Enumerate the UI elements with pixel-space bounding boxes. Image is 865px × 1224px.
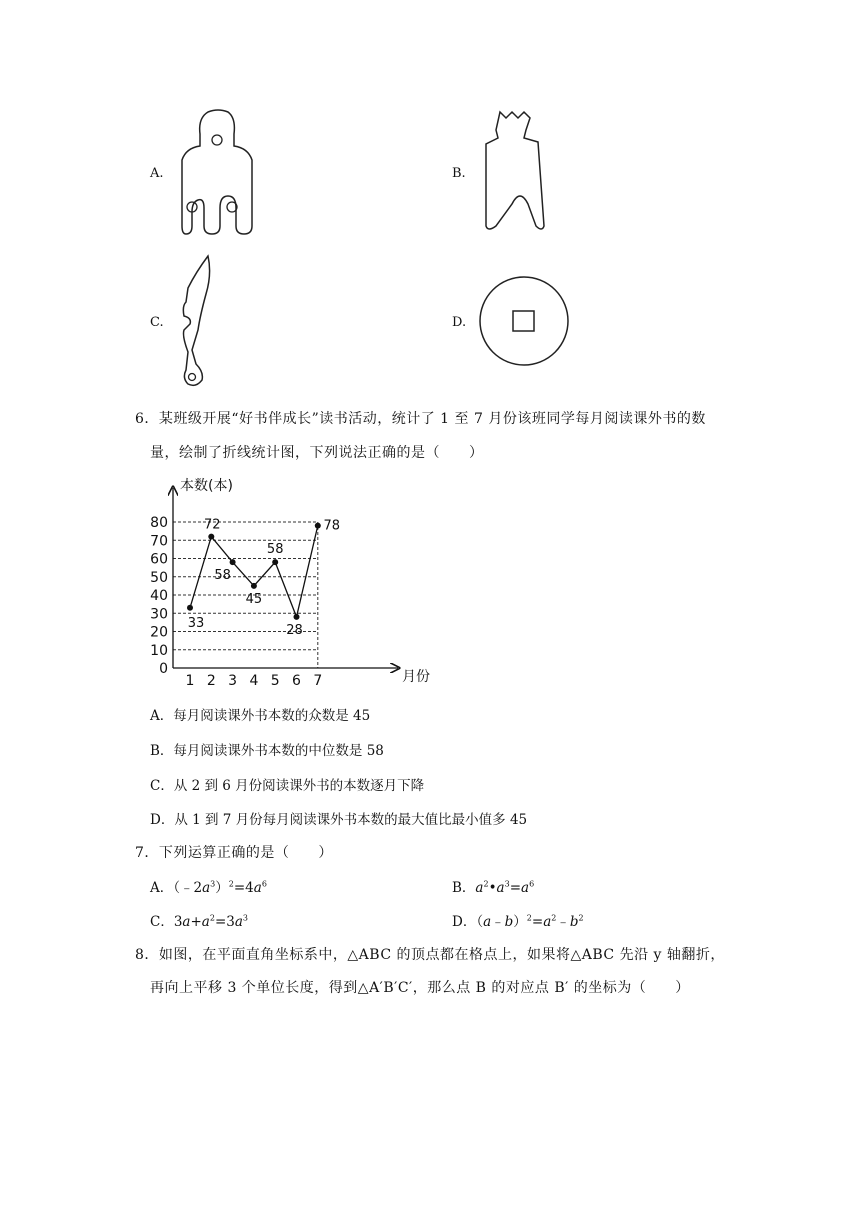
q6-option-b: B．每月阅读课外书本数的中位数是 58 — [150, 743, 384, 759]
q8-stem-line1: 8．如图，在平面直角坐标系中，△ABC 的顶点都在格点上，如果将△ABC 先沿 y 轴翻折， — [135, 947, 725, 963]
option-d-shape — [478, 275, 570, 367]
y-tick-label: 10 — [150, 642, 168, 659]
q7-option-c: C．$3a+a^2=3a^3$ — [150, 913, 249, 930]
q7-option-a: A．$(﹣2a^3)^2=4a^6$ — [150, 879, 267, 896]
option-c-label: C. — [150, 315, 164, 330]
data-label: 33 — [187, 615, 205, 631]
q8-stem-line2: 再向上平移 3 个单位长度，得到△A′B′C′，那么点 B 的对应点 B′ 的坐标为（ ） — [150, 980, 690, 996]
q7-option-b: B．$a^2•a^3=a^6$ — [452, 879, 535, 896]
data-point — [294, 614, 300, 620]
x-tick-label: 6 — [292, 673, 301, 689]
data-point — [315, 523, 321, 529]
x-tick-label: 7 — [313, 673, 323, 689]
y-tick-label: 80 — [150, 515, 168, 531]
data-point — [187, 605, 193, 611]
q6-option-c: C．从 2 到 6 月份阅读课外书的本数逐月下降 — [150, 778, 425, 794]
y-tick-label: 70 — [150, 533, 168, 550]
q6-option-d: D．从 1 到 7 月份每月阅读课外书本数的最大值比最小值多 45 — [150, 812, 528, 828]
y-tick-label: 30 — [150, 606, 168, 623]
y-tick-label: 40 — [150, 588, 168, 604]
x-tick-label: 2 — [206, 673, 216, 689]
y-tick-label: 60 — [150, 551, 168, 568]
x-tick-label: 5 — [270, 673, 280, 689]
q7-option-d: D．$(a﹣b)^2=a^2﹣b^2$ — [452, 913, 584, 930]
data-label: 58 — [266, 542, 284, 558]
y-tick-label: 50 — [150, 569, 168, 586]
data-point — [251, 583, 257, 589]
data-label: 58 — [214, 568, 231, 584]
y-tick-label: 20 — [150, 624, 168, 641]
x-axis-label: 月份 — [402, 669, 430, 685]
option-d-label: D. — [452, 315, 467, 330]
data-point — [230, 559, 236, 565]
x-tick-label: 1 — [185, 673, 195, 689]
q6-stem-line1: 6．某班级开展“好书伴成长”读书活动，统计了 1 至 7 月份该班同学每月阅读课外书的数 — [135, 411, 706, 427]
y-tick-label: 0 — [159, 661, 168, 677]
q7-stem: 7．下列运算正确的是（ ） — [135, 845, 333, 861]
option-b-label: B. — [452, 166, 466, 181]
q6-stem-line2: 量，绘制了折线统计图，下列说法正确的是（ ） — [150, 445, 484, 461]
data-label: 78 — [323, 518, 341, 534]
data-point — [272, 559, 278, 565]
data-label: 28 — [286, 622, 303, 638]
option-a-label: A. — [150, 166, 164, 181]
y-axis-label: 本数(本) — [180, 478, 233, 494]
data-label: 45 — [245, 591, 263, 607]
x-tick-label: 4 — [249, 673, 259, 689]
x-tick-label: 3 — [228, 673, 238, 689]
data-point — [208, 534, 214, 540]
option-b-shape — [478, 108, 550, 236]
q6-option-a: A．每月阅读课外书本数的众数是 45 — [150, 708, 371, 724]
option-a-shape — [178, 108, 258, 240]
line-chart — [140, 470, 440, 690]
option-c-shape — [178, 254, 218, 388]
data-label: 72 — [204, 517, 221, 533]
